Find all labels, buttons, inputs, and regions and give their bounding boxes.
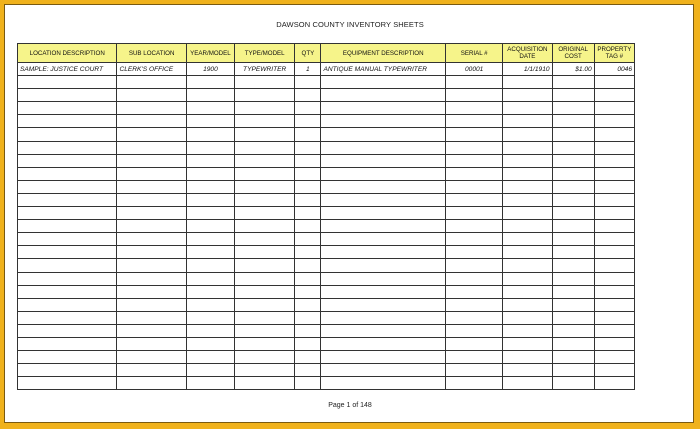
blank-cell xyxy=(235,272,295,285)
blank-cell xyxy=(503,115,552,128)
blank-cell xyxy=(117,311,186,324)
blank-cell xyxy=(186,324,234,337)
blank-cell xyxy=(321,193,446,206)
blank-cell xyxy=(295,377,321,390)
blank-cell xyxy=(503,128,552,141)
blank-cell xyxy=(446,259,503,272)
blank-cell xyxy=(321,259,446,272)
blank-cell xyxy=(594,259,634,272)
blank-cell xyxy=(117,377,186,390)
blank-cell xyxy=(446,128,503,141)
blank-cell xyxy=(552,285,594,298)
blank-cell xyxy=(186,272,234,285)
blank-cell xyxy=(503,259,552,272)
blank-cell xyxy=(552,180,594,193)
blank-cell xyxy=(594,102,634,115)
blank-cell xyxy=(594,311,634,324)
blank-cell xyxy=(503,272,552,285)
cell-sub-location: CLERK'S OFFICE xyxy=(117,63,186,76)
blank-cell xyxy=(594,351,634,364)
blank-cell xyxy=(186,154,234,167)
blank-cell xyxy=(594,193,634,206)
cell-original-cost: $1.00 xyxy=(552,63,594,76)
cell-qty: 1 xyxy=(295,63,321,76)
col-property-tag: PROPERTY TAG # xyxy=(594,44,634,63)
blank-cell xyxy=(552,364,594,377)
cell-year-model: 1900 xyxy=(186,63,234,76)
blank-cell xyxy=(594,220,634,233)
blank-row xyxy=(18,324,635,337)
blank-cell xyxy=(117,180,186,193)
blank-cell xyxy=(295,102,321,115)
blank-cell xyxy=(503,351,552,364)
blank-cell xyxy=(186,128,234,141)
blank-cell xyxy=(552,141,594,154)
blank-row xyxy=(18,377,635,390)
blank-cell xyxy=(117,76,186,89)
blank-cell xyxy=(295,207,321,220)
blank-cell xyxy=(321,272,446,285)
blank-cell xyxy=(321,298,446,311)
blank-cell xyxy=(18,207,117,220)
blank-cell xyxy=(594,377,634,390)
blank-cell xyxy=(446,180,503,193)
blank-cell xyxy=(117,102,186,115)
blank-cell xyxy=(552,377,594,390)
blank-cell xyxy=(321,115,446,128)
blank-cell xyxy=(235,207,295,220)
blank-cell xyxy=(321,76,446,89)
blank-cell xyxy=(594,364,634,377)
blank-cell xyxy=(594,272,634,285)
blank-cell xyxy=(117,193,186,206)
blank-cell xyxy=(446,154,503,167)
blank-cell xyxy=(503,167,552,180)
blank-cell xyxy=(235,102,295,115)
blank-cell xyxy=(503,298,552,311)
blank-cell xyxy=(235,298,295,311)
blank-cell xyxy=(503,180,552,193)
blank-row xyxy=(18,76,635,89)
blank-cell xyxy=(321,246,446,259)
blank-cell xyxy=(18,180,117,193)
blank-cell xyxy=(235,180,295,193)
blank-cell xyxy=(235,154,295,167)
blank-cell xyxy=(446,311,503,324)
blank-cell xyxy=(18,285,117,298)
blank-cell xyxy=(235,115,295,128)
blank-cell xyxy=(321,233,446,246)
blank-cell xyxy=(117,337,186,350)
blank-cell xyxy=(235,311,295,324)
blank-cell xyxy=(235,259,295,272)
blank-cell xyxy=(446,337,503,350)
cell-equipment-description: ANTIQUE MANUAL TYPEWRITER xyxy=(321,63,446,76)
col-location-description: LOCATION DESCRIPTION xyxy=(18,44,117,63)
blank-cell xyxy=(235,351,295,364)
blank-cell xyxy=(552,76,594,89)
blank-cell xyxy=(552,233,594,246)
sample-row xyxy=(18,63,635,76)
blank-cell xyxy=(446,141,503,154)
blank-cell xyxy=(321,377,446,390)
blank-cell xyxy=(117,220,186,233)
blank-cell xyxy=(295,311,321,324)
inventory-table xyxy=(17,43,635,390)
blank-cell xyxy=(594,285,634,298)
blank-row xyxy=(18,167,635,180)
blank-cell xyxy=(18,89,117,102)
blank-row xyxy=(18,298,635,311)
blank-cell xyxy=(446,207,503,220)
blank-cell xyxy=(594,233,634,246)
col-sub-location: SUB LOCATION xyxy=(117,44,186,63)
blank-cell xyxy=(552,324,594,337)
blank-cell xyxy=(446,193,503,206)
blank-cell xyxy=(552,128,594,141)
blank-cell xyxy=(18,364,117,377)
blank-row xyxy=(18,246,635,259)
blank-cell xyxy=(235,324,295,337)
blank-row xyxy=(18,128,635,141)
blank-cell xyxy=(321,89,446,102)
blank-cell xyxy=(503,193,552,206)
blank-row xyxy=(18,141,635,154)
blank-cell xyxy=(594,337,634,350)
blank-cell xyxy=(18,167,117,180)
blank-cell xyxy=(295,324,321,337)
blank-cell xyxy=(235,364,295,377)
blank-cell xyxy=(552,259,594,272)
blank-cell xyxy=(117,167,186,180)
blank-cell xyxy=(503,154,552,167)
blank-cell xyxy=(594,141,634,154)
blank-cell xyxy=(503,76,552,89)
blank-cell xyxy=(552,89,594,102)
blank-cell xyxy=(117,246,186,259)
blank-row xyxy=(18,259,635,272)
blank-cell xyxy=(321,180,446,193)
blank-cell xyxy=(18,102,117,115)
blank-cell xyxy=(552,115,594,128)
blank-cell xyxy=(321,220,446,233)
blank-cell xyxy=(446,272,503,285)
blank-cell xyxy=(295,285,321,298)
blank-row xyxy=(18,285,635,298)
blank-cell xyxy=(186,115,234,128)
blank-cell xyxy=(186,364,234,377)
blank-cell xyxy=(117,233,186,246)
header-row xyxy=(18,44,635,63)
blank-cell xyxy=(117,207,186,220)
blank-cell xyxy=(552,207,594,220)
blank-cell xyxy=(18,128,117,141)
blank-cell xyxy=(186,193,234,206)
blank-cell xyxy=(295,337,321,350)
blank-cell xyxy=(186,233,234,246)
blank-row xyxy=(18,89,635,102)
blank-cell xyxy=(446,324,503,337)
blank-cell xyxy=(594,324,634,337)
blank-cell xyxy=(235,141,295,154)
blank-cell xyxy=(295,246,321,259)
blank-cell xyxy=(503,233,552,246)
blank-cell xyxy=(295,115,321,128)
blank-cell xyxy=(235,233,295,246)
blank-cell xyxy=(503,89,552,102)
col-original-cost: ORIGINAL COST xyxy=(552,44,594,63)
blank-cell xyxy=(552,311,594,324)
page-frame xyxy=(4,4,694,423)
col-type-model: TYPE/MODEL xyxy=(235,44,295,63)
blank-cell xyxy=(594,76,634,89)
blank-cell xyxy=(117,285,186,298)
blank-row xyxy=(18,233,635,246)
blank-cell xyxy=(503,337,552,350)
col-equipment-description: EQUIPMENT DESCRIPTION xyxy=(321,44,446,63)
blank-cell xyxy=(503,141,552,154)
blank-cell xyxy=(18,377,117,390)
blank-cell xyxy=(295,193,321,206)
blank-cell xyxy=(186,89,234,102)
blank-cell xyxy=(117,324,186,337)
blank-cell xyxy=(18,141,117,154)
blank-cell xyxy=(18,259,117,272)
blank-cell xyxy=(503,246,552,259)
blank-cell xyxy=(186,298,234,311)
blank-cell xyxy=(446,115,503,128)
blank-cell xyxy=(18,337,117,350)
blank-cell xyxy=(446,220,503,233)
blank-cell xyxy=(117,272,186,285)
blank-cell xyxy=(503,364,552,377)
blank-cell xyxy=(18,233,117,246)
blank-cell xyxy=(321,128,446,141)
blank-cell xyxy=(295,89,321,102)
blank-cell xyxy=(235,89,295,102)
blank-cell xyxy=(18,220,117,233)
blank-cell xyxy=(321,167,446,180)
blank-cell xyxy=(321,351,446,364)
cell-property-tag: 0046 xyxy=(594,63,634,76)
blank-cell xyxy=(552,193,594,206)
blank-cell xyxy=(552,167,594,180)
blank-cell xyxy=(18,115,117,128)
blank-cell xyxy=(552,154,594,167)
blank-row xyxy=(18,220,635,233)
blank-cell xyxy=(552,298,594,311)
blank-cell xyxy=(594,246,634,259)
blank-cell xyxy=(552,351,594,364)
blank-cell xyxy=(295,180,321,193)
blank-cell xyxy=(186,220,234,233)
page-title: DAWSON COUNTY INVENTORY SHEETS xyxy=(276,20,424,29)
blank-cell xyxy=(321,102,446,115)
blank-cell xyxy=(552,337,594,350)
blank-cell xyxy=(594,207,634,220)
blank-cell xyxy=(503,102,552,115)
cell-acquisition-date: 1/1/1910 xyxy=(503,63,552,76)
blank-row xyxy=(18,102,635,115)
blank-cell xyxy=(295,233,321,246)
blank-cell xyxy=(594,115,634,128)
blank-cell xyxy=(186,246,234,259)
blank-cell xyxy=(446,246,503,259)
blank-cell xyxy=(503,220,552,233)
blank-cell xyxy=(295,298,321,311)
blank-cell xyxy=(235,246,295,259)
blank-cell xyxy=(295,167,321,180)
blank-cell xyxy=(295,220,321,233)
blank-cell xyxy=(235,167,295,180)
blank-cell xyxy=(321,324,446,337)
blank-cell xyxy=(18,246,117,259)
blank-cell xyxy=(321,141,446,154)
blank-cell xyxy=(321,207,446,220)
blank-cell xyxy=(446,298,503,311)
blank-cell xyxy=(18,76,117,89)
blank-cell xyxy=(446,76,503,89)
blank-row xyxy=(18,115,635,128)
blank-cell xyxy=(446,377,503,390)
blank-cell xyxy=(594,154,634,167)
blank-cell xyxy=(186,351,234,364)
blank-cell xyxy=(295,364,321,377)
blank-cell xyxy=(321,337,446,350)
blank-cell xyxy=(321,154,446,167)
blank-cell xyxy=(18,324,117,337)
blank-cell xyxy=(295,351,321,364)
blank-cell xyxy=(117,141,186,154)
blank-cell xyxy=(552,102,594,115)
blank-row xyxy=(18,193,635,206)
col-qty: QTY xyxy=(295,44,321,63)
blank-row xyxy=(18,272,635,285)
blank-cell xyxy=(186,102,234,115)
blank-cell xyxy=(117,364,186,377)
blank-cell xyxy=(594,180,634,193)
blank-cell xyxy=(503,285,552,298)
blank-cell xyxy=(503,311,552,324)
cell-type-model: TYPEWRITER xyxy=(235,63,295,76)
blank-cell xyxy=(321,285,446,298)
blank-cell xyxy=(446,285,503,298)
blank-cell xyxy=(186,167,234,180)
blank-cell xyxy=(295,76,321,89)
blank-cell xyxy=(594,89,634,102)
col-acquisition-date: ACQUISITION DATE xyxy=(503,44,552,63)
blank-cell xyxy=(117,128,186,141)
blank-cell xyxy=(321,364,446,377)
blank-cell xyxy=(594,298,634,311)
blank-cell xyxy=(446,364,503,377)
blank-cell xyxy=(117,154,186,167)
blank-cell xyxy=(117,89,186,102)
blank-cell xyxy=(18,193,117,206)
blank-cell xyxy=(186,285,234,298)
blank-cell xyxy=(446,102,503,115)
blank-cell xyxy=(503,324,552,337)
blank-cell xyxy=(594,128,634,141)
col-serial: SERIAL # xyxy=(446,44,503,63)
blank-cell xyxy=(18,298,117,311)
blank-cell xyxy=(117,259,186,272)
blank-row xyxy=(18,337,635,350)
cell-location: SAMPLE: JUSTICE COURT xyxy=(18,63,117,76)
blank-cell xyxy=(117,115,186,128)
blank-cell xyxy=(594,167,634,180)
blank-row xyxy=(18,154,635,167)
blank-cell xyxy=(18,311,117,324)
blank-cell xyxy=(295,272,321,285)
blank-cell xyxy=(235,193,295,206)
blank-cell xyxy=(295,141,321,154)
blank-cell xyxy=(552,246,594,259)
blank-cell xyxy=(186,207,234,220)
blank-cell xyxy=(186,377,234,390)
blank-cell xyxy=(321,311,446,324)
blank-cell xyxy=(186,180,234,193)
blank-cell xyxy=(18,351,117,364)
blank-cell xyxy=(552,272,594,285)
blank-cell xyxy=(295,259,321,272)
blank-row xyxy=(18,351,635,364)
blank-row xyxy=(18,311,635,324)
col-year-model: YEAR/MODEL xyxy=(186,44,234,63)
blank-cell xyxy=(186,259,234,272)
page-footer: Page 1 of 148 xyxy=(328,402,372,409)
blank-cell xyxy=(295,154,321,167)
blank-cell xyxy=(235,220,295,233)
blank-cell xyxy=(295,128,321,141)
blank-row xyxy=(18,207,635,220)
blank-cell xyxy=(446,233,503,246)
blank-cell xyxy=(18,272,117,285)
blank-cell xyxy=(186,311,234,324)
blank-cell xyxy=(235,285,295,298)
blank-cell xyxy=(446,89,503,102)
blank-cell xyxy=(18,154,117,167)
blank-cell xyxy=(446,167,503,180)
blank-cell xyxy=(446,351,503,364)
blank-cell xyxy=(235,76,295,89)
blank-row xyxy=(18,364,635,377)
blank-cell xyxy=(235,337,295,350)
cell-serial: 00001 xyxy=(446,63,503,76)
blank-row xyxy=(18,180,635,193)
blank-cell xyxy=(117,298,186,311)
blank-cell xyxy=(503,207,552,220)
blank-cell xyxy=(235,377,295,390)
blank-cell xyxy=(117,351,186,364)
blank-cell xyxy=(186,76,234,89)
blank-cell xyxy=(552,220,594,233)
blank-cell xyxy=(186,141,234,154)
blank-cell xyxy=(186,337,234,350)
blank-cell xyxy=(235,128,295,141)
blank-cell xyxy=(503,377,552,390)
